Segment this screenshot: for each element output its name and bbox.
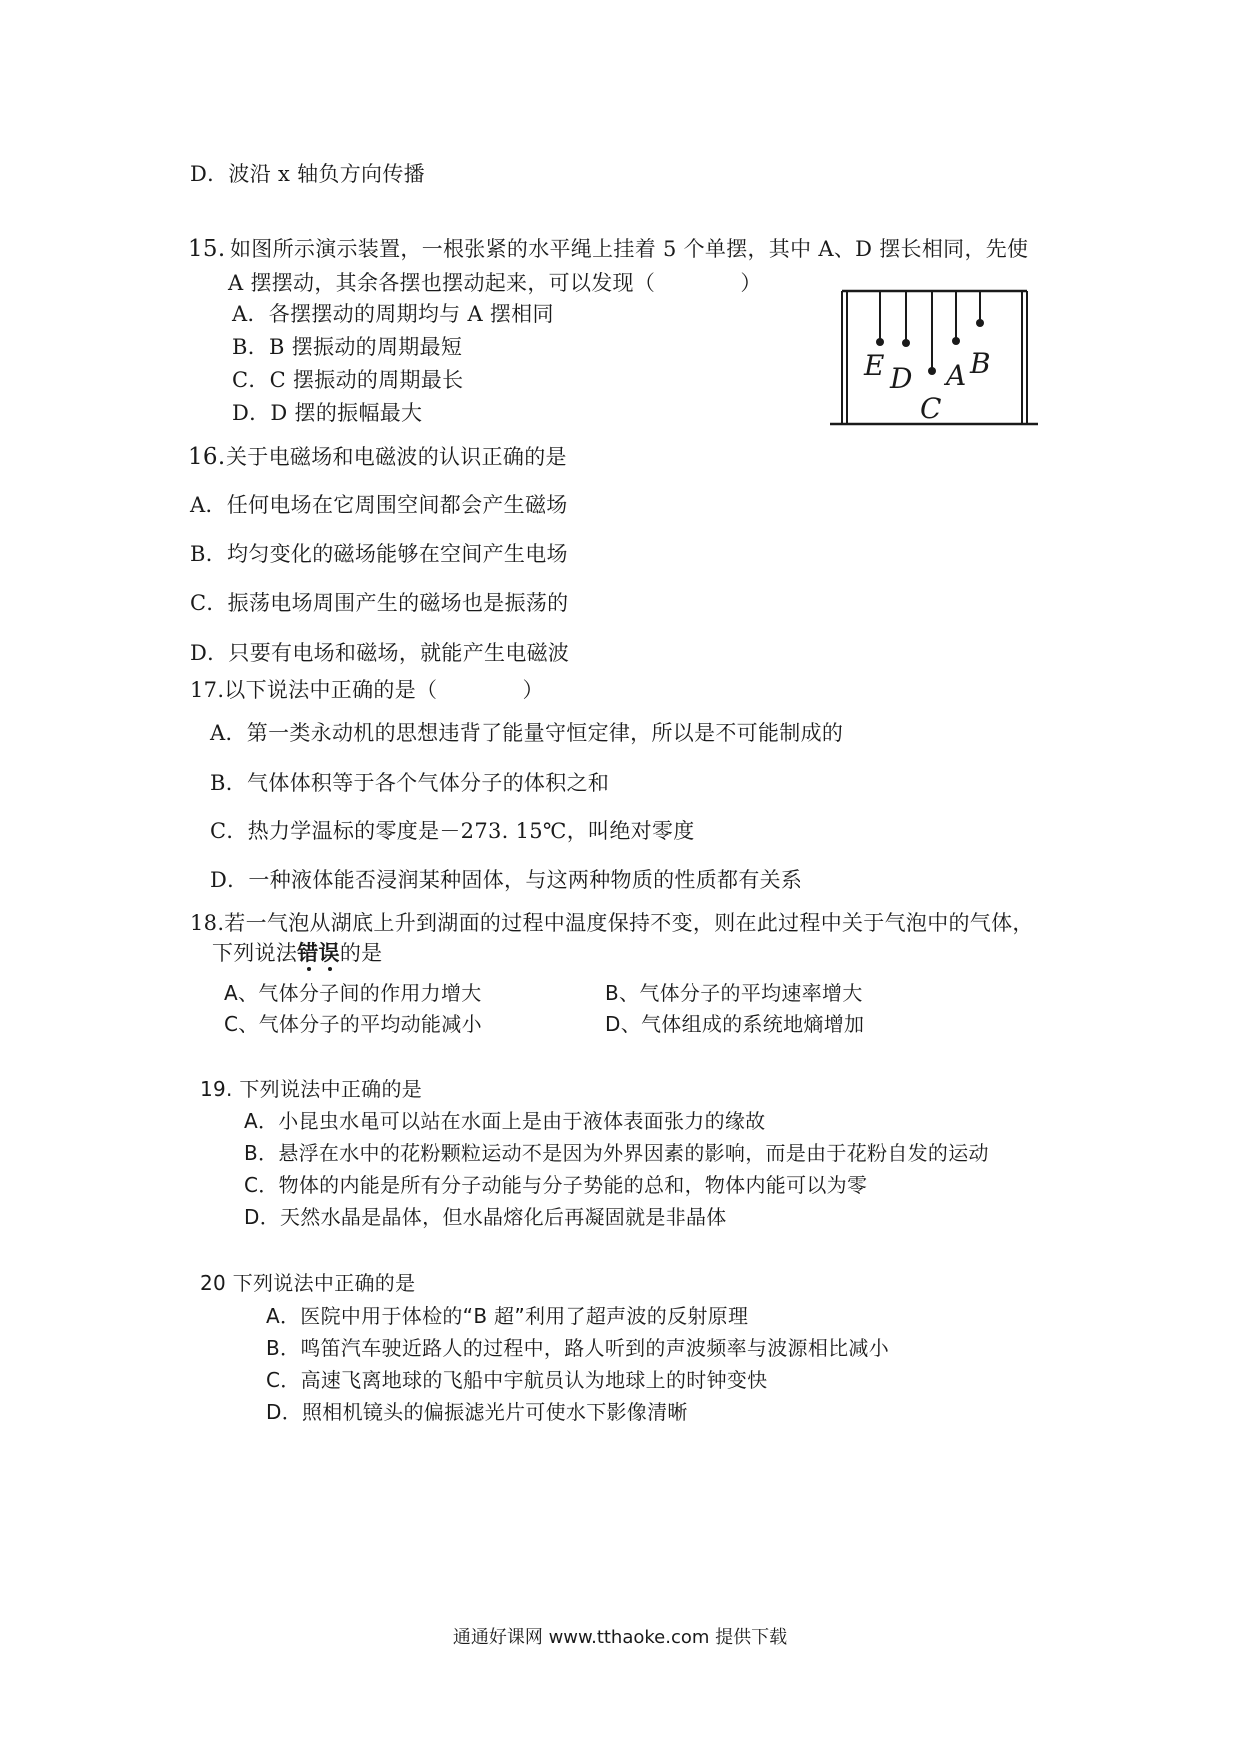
pendulum-figure	[828, 287, 1038, 427]
q15-stem-line2: A 摆摆动，其余各摆也摆动起来，可以发现（ ）	[228, 271, 762, 295]
q16-stem: 关于电磁场和电磁波的认识正确的是	[226, 445, 567, 469]
page-footer: 通通好课网 www.tthaoke.com 提供下载	[452, 1627, 788, 1648]
pendulum-label-b: B	[970, 347, 991, 380]
q18-option-c: C、气体分子的平均动能减小	[224, 1012, 482, 1036]
q18-option-b: B、气体分子的平均速率增大	[605, 981, 863, 1005]
q19-option-c: C．物体的内能是所有分子动能与分子势能的总和，物体内能可以为零	[244, 1173, 868, 1197]
pendulum-e	[876, 291, 884, 346]
pendulum-label-d: D	[890, 362, 913, 395]
q17-option-a: A．第一类永动机的思想违背了能量守恒定律，所以是不可能制成的	[210, 721, 844, 745]
pendulum-label-a: A	[946, 359, 967, 392]
q17-option-b: B．气体体积等于各个气体分子的体积之和	[210, 771, 610, 795]
pendulum-d	[902, 291, 910, 347]
q16-option-a: A．任何电场在它周围空间都会产生磁场	[190, 493, 568, 517]
q14-option-d: D．波沿 x 轴负方向传播	[190, 162, 425, 186]
q18-stem-line2	[212, 940, 382, 966]
q16-option-c: C．振荡电场周围产生的磁场也是振荡的	[190, 591, 569, 615]
q15-option-a: A．各摆摆动的周期均与 A 摆相同	[232, 302, 554, 326]
pendulum-c	[928, 291, 936, 375]
q18-option-d: D、气体组成的系统地熵增加	[605, 1012, 865, 1036]
q18-stem-pre: 下列说法	[212, 941, 298, 965]
q17-option-c: C．热力学温标的零度是－273. 15℃，叫绝对零度	[210, 819, 695, 843]
q19-option-d: D．天然水晶是晶体，但水晶熔化后再凝固就是非晶体	[244, 1205, 727, 1229]
q20-stem: 20 下列说法中正确的是	[200, 1271, 416, 1295]
q19-option-a: A．小昆虫水黾可以站在水面上是由于液体表面张力的缘故	[244, 1109, 766, 1133]
q16-option-b: B．均匀变化的磁场能够在空间产生电场	[190, 542, 568, 566]
q15-option-d: D．D 摆的振幅最大	[232, 401, 423, 425]
pendulum-b	[976, 291, 984, 327]
pendulum-a	[952, 291, 960, 345]
q20-option-a: A．医院中用于体检的“B 超”利用了超声波的反射原理	[266, 1304, 749, 1328]
q20-option-d: D．照相机镜头的偏振滤光片可使水下影像清晰	[266, 1400, 688, 1424]
q16-number: 16.	[188, 444, 226, 470]
q15-option-b: B．B 摆振动的周期最短	[232, 335, 463, 359]
q18-stem-line1: 18.若一气泡从湖底上升到湖面的过程中温度保持不变，则在此过程中关于气泡中的气体，	[190, 911, 1034, 935]
q19-option-b: B．悬浮在水中的花粉颗粒运动不是因为外界因素的影响，而是由于花粉自发的运动	[244, 1141, 989, 1165]
q18-stem-post: 的是	[339, 941, 383, 965]
pendulum-label-c: C	[920, 392, 942, 425]
q15-stem-line1: 如图所示演示装置，一根张紧的水平绳上挂着 5 个单摆，其中 A、D 摆长相同，先使	[230, 237, 1029, 261]
q18-emphasis-wu: 误	[318, 940, 340, 965]
q20-option-b: B．鸣笛汽车驶近路人的过程中，路人听到的声波频率与波源相比减小	[266, 1336, 890, 1360]
q17-option-d: D．一种液体能否浸润某种固体，与这两种物质的性质都有关系	[210, 868, 803, 892]
q15-option-c: C．C 摆振动的周期最长	[232, 368, 464, 392]
q17-stem: 17.以下说法中正确的是（ ）	[190, 678, 544, 702]
q18-option-a: A、气体分子间的作用力增大	[224, 981, 482, 1005]
pendulum-label-e: E	[864, 349, 885, 382]
q18-emphasis-cuo: 错	[297, 940, 319, 965]
q19-stem: 19. 下列说法中正确的是	[200, 1077, 423, 1101]
q15-number: 15.	[188, 236, 226, 262]
q20-option-c: C．高速飞离地球的飞船中宇航员认为地球上的时钟变快	[266, 1368, 768, 1392]
q16-option-d: D．只要有电场和磁场，就能产生电磁波	[190, 641, 570, 665]
